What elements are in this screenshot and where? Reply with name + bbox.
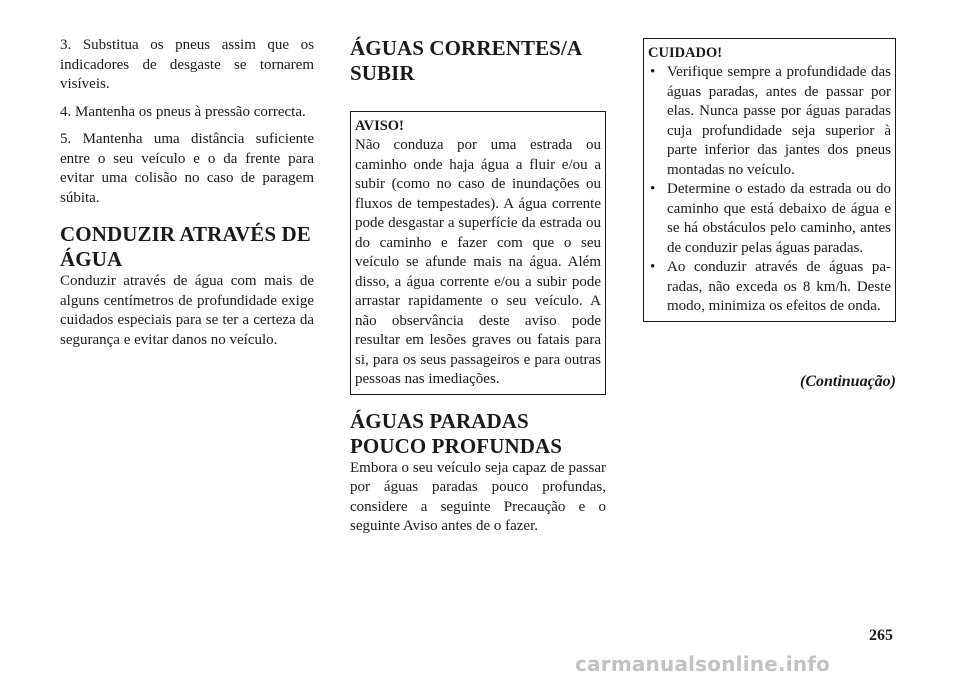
caution-box (643, 38, 896, 322)
caution-title: CUIDADO! (648, 45, 723, 61)
watermark: carmanualsonline.info (575, 652, 831, 676)
warning-box (350, 111, 606, 395)
section-paragraph: Embora o seu veículo seja capaz de passar por águas paradas pouco profundas, considere a seguinte Precaução e o seguinte Aviso antes de o fazer. (350, 459, 606, 534)
list-item-5: 5. Mantenha uma distância suficiente entre o seu veículo e o da frente para evitar uma colisão no caso de paragem súbita. (60, 131, 318, 206)
warning-text: Não conduza por uma estrada ou caminho onde haja água a fluir e/ou a subir (como no caso de inundações ou fluxos de tempestades). A água corrente pode desgastar a superfície da estrada ou do caminho e fazer com que o seu veículo se afunde mais na água. Além disso, a água corrente e/ou a subir pode arrastar rapidamente o seu veículo. A não observância deste aviso pode resultar em lesões graves ou fatais para si, para os seus passageiros e para outras pessoas nas imediações. (355, 137, 601, 387)
middle-column (350, 36, 606, 545)
caution-list (648, 63, 891, 317)
continued-label: (Continuação) (799, 373, 896, 390)
left-column (60, 36, 318, 358)
section-heading-driving-through-water: CONDUZIR ATRAVÉS DE ÁGUA (60, 222, 311, 271)
page-number: 265 (869, 627, 893, 644)
right-column (643, 38, 896, 322)
section-heading-running-water: ÁGUAS CORRENTES/A SUBIR (350, 36, 581, 85)
section-paragraph: Conduzir através de água com mais de alguns centímetros de profundidade exige cuidados especiais para se ter a certeza da segurança e evitar danos no veículo. (60, 273, 314, 348)
section-heading-standing-water: ÁGUAS PARADAS POUCO PROFUNDAS (350, 408, 563, 458)
warning-title: AVISO! (355, 118, 404, 134)
list-item: • Determine o estado da estrada ou do caminho que está debaixo de água e se há obstáculos pelo caminho, antes de conduzir pelas águas paradas. (648, 180, 891, 258)
list-item-4: 4. Mantenha os pneus à pressão correcta. (60, 103, 306, 120)
list-item: • Verifique sempre a profundidade das águas paradas, antes de passar por elas. Nunca passe por águas paradas cuja profundidade seja superior à parte inferior das jantes dos pneus montadas no veículo. (648, 63, 891, 180)
list-item: • Ao conduzir através de águas paradas, não exceda os 8 km/h. Deste modo, minimiza os efeitos de onda. (648, 258, 891, 317)
list-item-3: 3. Substitua os pneus assim que os indicadores de desgaste se tornarem visíveis. (60, 37, 318, 92)
